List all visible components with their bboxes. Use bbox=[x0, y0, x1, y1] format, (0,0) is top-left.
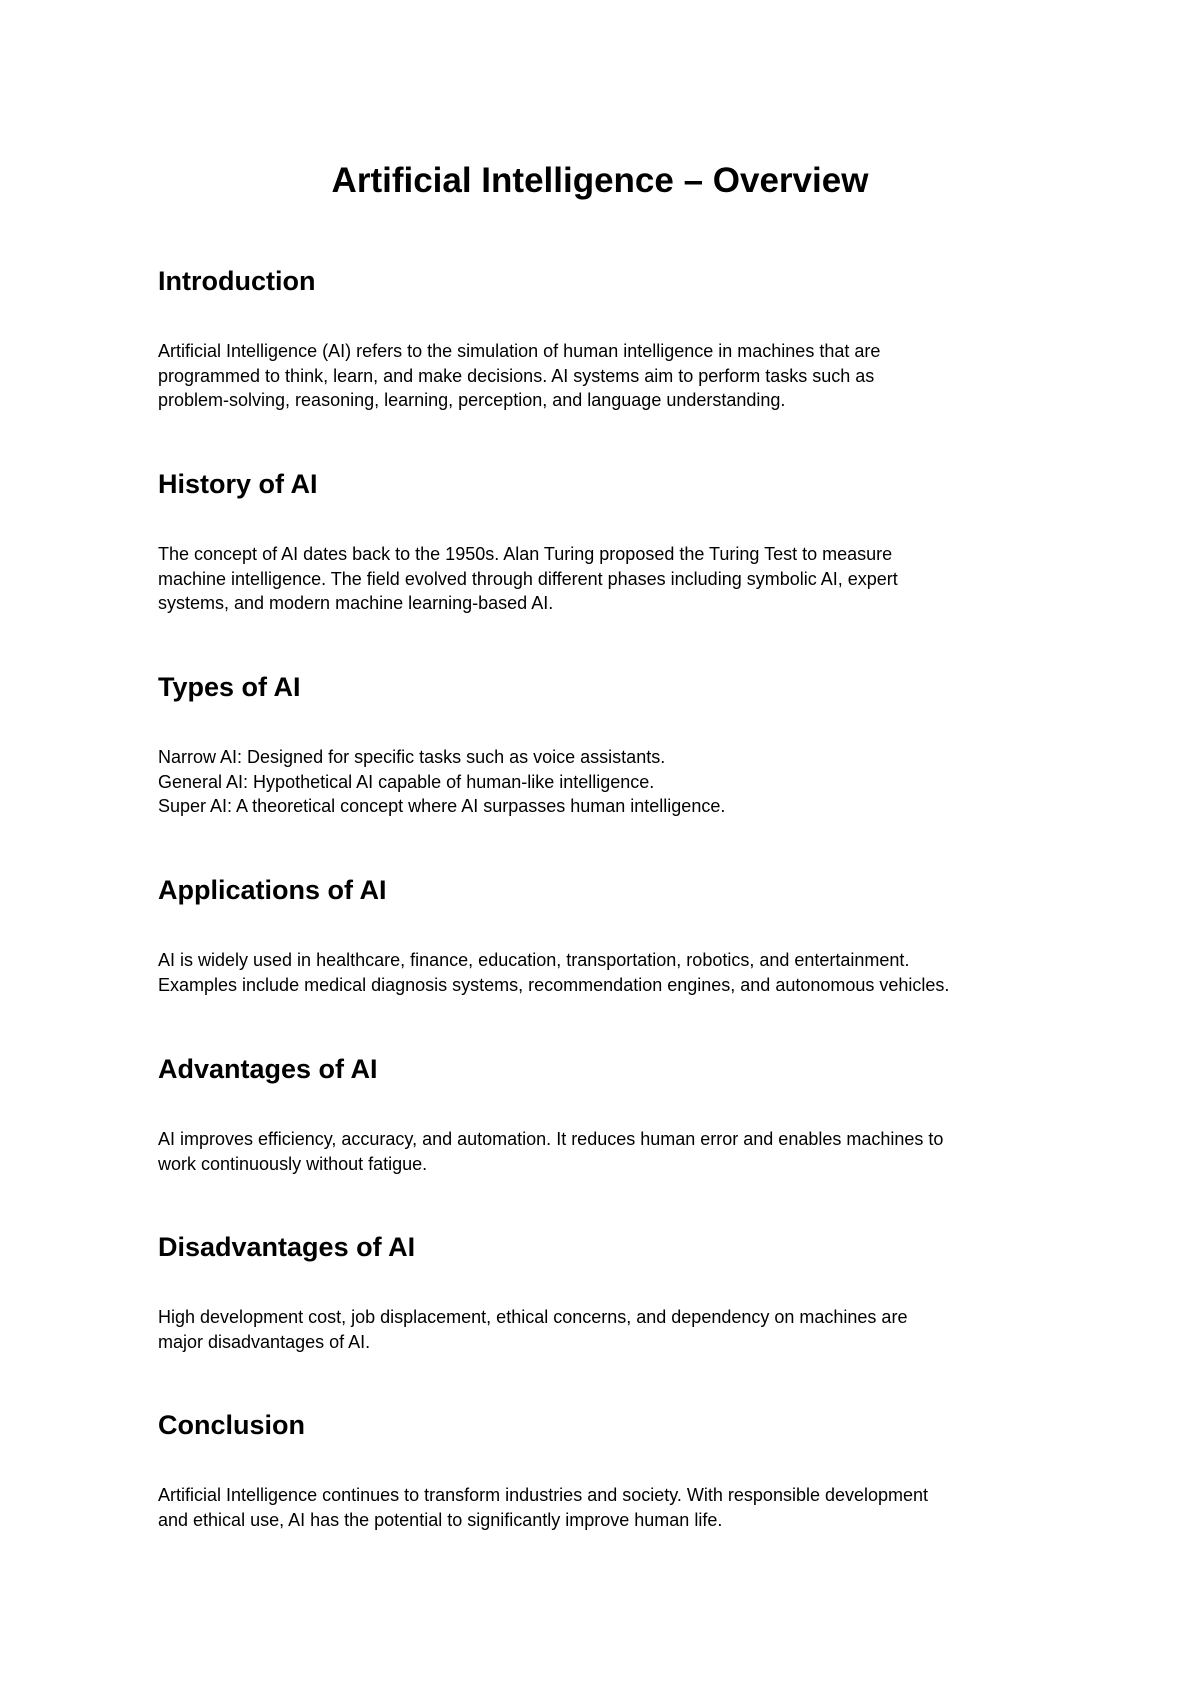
body-line: programmed to think, learn, and make decisions. AI systems aim to perform tasks such as bbox=[158, 365, 875, 386]
body-line: Artificial Intelligence continues to transform industries and society. With responsible development bbox=[158, 1485, 929, 1505]
body-line: systems, and modern machine learning-based AI. bbox=[158, 593, 554, 613]
section-advantages bbox=[158, 1052, 1058, 1176]
section-heading: Conclusion bbox=[158, 1410, 305, 1440]
section-heading: Introduction bbox=[158, 266, 316, 296]
section-introduction bbox=[158, 264, 1058, 413]
body-line: Examples include medical diagnosis systems, recommendation engines, and autonomous vehicles. bbox=[158, 974, 950, 995]
section-history bbox=[158, 467, 1058, 616]
section-heading: Advantages of AI bbox=[158, 1054, 378, 1084]
body-line: High development cost, job displacement, ethical concerns, and dependency on machines are bbox=[158, 1307, 908, 1327]
section-body bbox=[158, 1127, 1058, 1176]
body-line: AI is widely used in healthcare, finance, education, transportation, robotics, and entertainment. bbox=[158, 950, 910, 970]
body-line: The concept of AI dates back to the 1950s. Alan Turing proposed the Turing Test to measure bbox=[158, 544, 893, 564]
document-page bbox=[158, 0, 1058, 1696]
section-body bbox=[158, 339, 1058, 413]
body-line: Artificial Intelligence (AI) refers to the simulation of human intelligence in machines that are bbox=[158, 341, 881, 361]
section-body bbox=[158, 1483, 1058, 1532]
body-line: problem-solving, reasoning, learning, perception, and language understanding. bbox=[158, 390, 786, 410]
body-line: General AI: Hypothetical AI capable of human-like intelligence. bbox=[158, 771, 655, 792]
section-body bbox=[158, 948, 1058, 997]
section-disadvantages bbox=[158, 1230, 1058, 1354]
body-line: machine intelligence. The field evolved through different phases including symbolic AI, expert bbox=[158, 568, 898, 589]
document-title: Artificial Intelligence – Overview bbox=[331, 161, 869, 200]
section-heading: Disadvantages of AI bbox=[158, 1232, 416, 1262]
body-line: AI improves efficiency, accuracy, and automation. It reduces human error and enables machines to bbox=[158, 1129, 944, 1149]
body-line: major disadvantages of AI. bbox=[158, 1331, 371, 1352]
section-heading: Types of AI bbox=[158, 672, 301, 702]
section-body bbox=[158, 1305, 1058, 1354]
section-applications bbox=[158, 873, 1058, 997]
section-body bbox=[158, 745, 1058, 819]
section-heading: Applications of AI bbox=[158, 875, 387, 905]
section-heading: History of AI bbox=[158, 469, 318, 499]
body-line: work continuously without fatigue. bbox=[158, 1153, 428, 1174]
body-line: Narrow AI: Designed for specific tasks such as voice assistants. bbox=[158, 747, 666, 767]
section-conclusion bbox=[158, 1408, 1058, 1532]
section-types bbox=[158, 670, 1058, 819]
body-line: Super AI: A theoretical concept where AI surpasses human intelligence. bbox=[158, 796, 726, 816]
section-body bbox=[158, 542, 1058, 616]
body-line: and ethical use, AI has the potential to significantly improve human life. bbox=[158, 1509, 723, 1530]
